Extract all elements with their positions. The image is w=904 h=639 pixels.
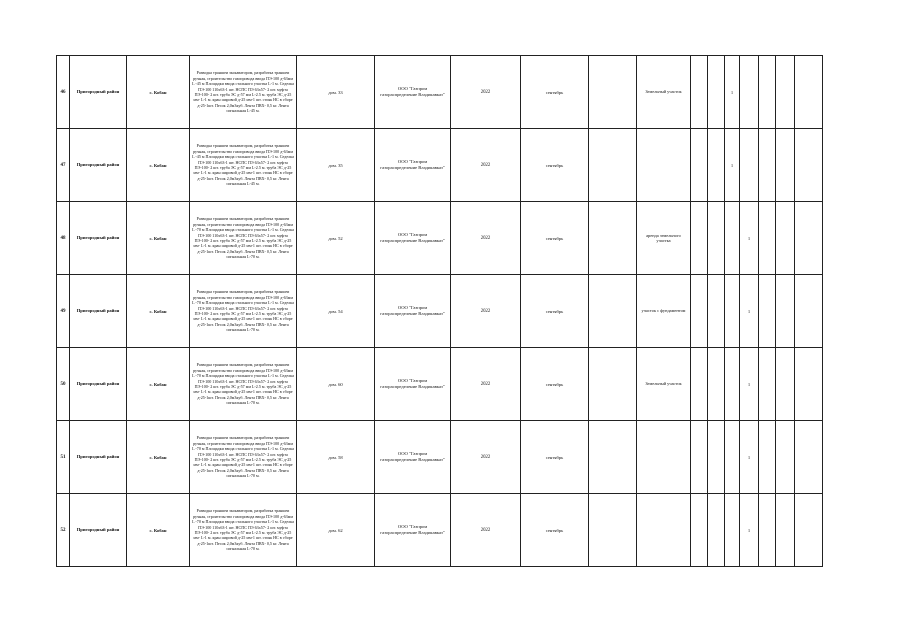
house-number-cell: дом. 35 xyxy=(297,129,375,202)
empty-cell xyxy=(759,275,776,348)
month-cell: сентябрь xyxy=(521,275,589,348)
empty-cell xyxy=(795,56,823,129)
empty-cell xyxy=(795,129,823,202)
house-number-cell: дом. 58 xyxy=(297,421,375,494)
organization-cell: ООО "Газпром газораспределение Владикавказ" xyxy=(375,56,451,129)
empty-cell xyxy=(776,275,795,348)
empty-cell xyxy=(691,494,708,567)
house-number-cell: дом. 52 xyxy=(297,202,375,275)
month-cell: сентябрь xyxy=(521,348,589,421)
empty-cell xyxy=(708,56,725,129)
row-number: 49 xyxy=(57,275,70,348)
month-cell: сентябрь xyxy=(521,494,589,567)
district-cell: Пригородный район xyxy=(70,129,127,202)
district-cell: Пригородный район xyxy=(70,494,127,567)
empty-cell xyxy=(691,202,708,275)
year-cell: 2022 xyxy=(451,348,521,421)
empty-cell xyxy=(589,421,637,494)
empty-cell xyxy=(691,56,708,129)
count-cell-b: 1 xyxy=(740,275,759,348)
work-description-cell: Разводка траншеи экскаватором, разработка траншеи ручная, строительство газопровода ввода ПЭ-100 д-63мм L -70 м Площадки ввода стального участка L-1 м. Седелка ПЭ-100 110х63-1 шт. НСПС ПЭ 63х57- 2 шт. муфта ПЭ-100- 2 шт. труба ЭС д-57 мм L-2.5 м. труба ЭС д-25 мм- L-1 м. кран шаровой д-25 мм-1 шт. стояк НС в сборе д-25-1шт. Песок 2,0м3куб. Лента ПВХ- 0,5 кг. Лента сигнальная L-70 м. xyxy=(190,202,297,275)
count-cell-a xyxy=(725,202,740,275)
row-number: 52 xyxy=(57,494,70,567)
house-number-cell: дом. 62 xyxy=(297,494,375,567)
note-cell: Земельный участок xyxy=(637,348,691,421)
work-description-cell: Разводка траншеи экскаватором, разработка траншеи ручная, строительство газопровода ввода ПЭ-100 д-63мм L -70 м Площадки ввода стального участка L-1 м. Седелка ПЭ-100 110х63-1 шт. НСПС ПЭ 63х57- 2 шт. муфта ПЭ-100- 2 шт. труба ЭС д-57 мм L-2.5 м. труба ЭС д-25 мм- L-1 м. кран шаровой д-25 мм-1 шт. стояк НС в сборе д-25-1шт. Песок 2,0м3куб. Лента ПВХ- 0,5 кг. Лента сигнальная L-70 м. xyxy=(190,494,297,567)
district-cell: Пригородный район xyxy=(70,421,127,494)
note-cell: участок с фундаментом xyxy=(637,275,691,348)
count-cell-b xyxy=(740,56,759,129)
village-cell: с. Кобан xyxy=(127,129,190,202)
empty-cell xyxy=(776,421,795,494)
count-cell-a xyxy=(725,494,740,567)
document-sheet xyxy=(56,55,823,567)
work-description-cell: Разводка траншеи экскаватором, разработка траншеи ручная, строительство газопровода ввода ПЭ-100 д-63мм L -70 м Площадки ввода стального участка L-1 м. Седелка ПЭ-100 110х63-1 шт. НСПС ПЭ 63х57- 2 шт. муфта ПЭ-100- 2 шт. труба ЭС д-57 мм L-2.5 м. труба ЭС д-25 мм- L-1 м. кран шаровой д-25 мм-1 шт. стояк НС в сборе д-25-1шт. Песок 2,0м3куб. Лента ПВХ- 0,5 кг. Лента сигнальная L-70 м. xyxy=(190,421,297,494)
count-cell-b xyxy=(740,129,759,202)
row-number: 48 xyxy=(57,202,70,275)
work-description-cell: Разводка траншеи экскаватором, разработка траншеи ручная, строительство газопровода ввода ПЭ-100 д-63мм L -45 м Площадки ввода стального участка L-1 м. Седелка ПЭ-100 110х63-1 шт. НСПС ПЭ 63х57- 2 шт. муфта ПЭ-100- 2 шт. труба ЭС д-57 мм L-2.5 м. труба ЭС д-25 мм- L-1 м. кран шаровой д-25 мм-1 шт. стояк НС в сборе д-25-1шт. Песок 2,0м3куб. Лента ПВХ- 0,5 кг. Лента сигнальная L-45 м. xyxy=(190,56,297,129)
count-cell-b: 1 xyxy=(740,421,759,494)
count-cell-a xyxy=(725,348,740,421)
district-cell: Пригородный район xyxy=(70,275,127,348)
count-cell-b: 1 xyxy=(740,494,759,567)
year-cell: 2022 xyxy=(451,494,521,567)
work-description-cell: Разводка траншеи экскаватором, разработка траншеи ручная, строительство газопровода ввода ПЭ-100 д-63мм L -70 м Площадки ввода стального участка L-1 м. Седелка ПЭ-100 110х63-1 шт. НСПС ПЭ 63х57- 2 шт. муфта ПЭ-100- 2 шт. труба ЭС д-57 мм L-2.5 м. труба ЭС д-25 мм- L-1 м. кран шаровой д-25 мм-1 шт. стояк НС в сборе д-25-1шт. Песок 2,0м3куб. Лента ПВХ- 0,5 кг. Лента сигнальная L-70 м. xyxy=(190,275,297,348)
house-number-cell: дом. 33 xyxy=(297,56,375,129)
empty-cell xyxy=(795,421,823,494)
empty-cell xyxy=(776,56,795,129)
organization-cell: ООО "Газпром газораспределение Владикавказ" xyxy=(375,129,451,202)
month-cell: сентябрь xyxy=(521,421,589,494)
count-cell-b: 1 xyxy=(740,202,759,275)
empty-cell xyxy=(691,348,708,421)
empty-cell xyxy=(759,129,776,202)
note-cell: аренда земельного участка xyxy=(637,202,691,275)
house-number-cell: дом. 60 xyxy=(297,348,375,421)
empty-cell xyxy=(795,348,823,421)
empty-cell xyxy=(691,421,708,494)
empty-cell xyxy=(795,202,823,275)
month-cell: сентябрь xyxy=(521,202,589,275)
empty-cell xyxy=(776,348,795,421)
month-cell: сентябрь xyxy=(521,56,589,129)
table-row xyxy=(57,56,823,129)
year-cell: 2022 xyxy=(451,275,521,348)
empty-cell xyxy=(795,275,823,348)
district-cell: Пригородный район xyxy=(70,348,127,421)
year-cell: 2022 xyxy=(451,421,521,494)
empty-cell xyxy=(759,56,776,129)
note-cell xyxy=(637,129,691,202)
district-cell: Пригородный район xyxy=(70,56,127,129)
count-cell-a xyxy=(725,421,740,494)
count-cell-a: 1 xyxy=(725,129,740,202)
table-row xyxy=(57,494,823,567)
count-cell-a xyxy=(725,275,740,348)
empty-cell xyxy=(776,494,795,567)
table-row xyxy=(57,421,823,494)
empty-cell xyxy=(691,275,708,348)
village-cell: с. Кобан xyxy=(127,348,190,421)
note-cell xyxy=(637,421,691,494)
empty-cell xyxy=(589,202,637,275)
work-description-cell: Разводка траншеи экскаватором, разработка траншеи ручная, строительство газопровода ввода ПЭ-100 д-63мм L -70 м Площадки ввода стального участка L-1 м. Седелка ПЭ-100 110х63-1 шт. НСПС ПЭ 63х57- 2 шт. муфта ПЭ-100- 2 шт. труба ЭС д-57 мм L-2.5 м. труба ЭС д-25 мм- L-1 м. кран шаровой д-25 мм-1 шт. стояк НС в сборе д-25-1шт. Песок 2,0м3куб. Лента ПВХ- 0,5 кг. Лента сигнальная L-70 м. xyxy=(190,348,297,421)
row-number: 50 xyxy=(57,348,70,421)
row-number: 51 xyxy=(57,421,70,494)
empty-cell xyxy=(589,275,637,348)
district-cell: Пригородный район xyxy=(70,202,127,275)
year-cell: 2022 xyxy=(451,202,521,275)
empty-cell xyxy=(795,494,823,567)
work-description-cell: Разводка траншеи экскаватором, разработка траншеи ручная, строительство газопровода ввода ПЭ-100 д-63мм L -45 м Площадки ввода стального участка L-1 м. Седелка ПЭ-100 110х63-1 шт. НСПС ПЭ 63х57- 2 шт. муфта ПЭ-100- 2 шт. труба ЭС д-57 мм L-2.5 м. труба ЭС д-25 мм- L-1 м. кран шаровой д-25 мм-1 шт. стояк НС в сборе д-25-1шт. Песок 2,0м3куб. Лента ПВХ- 0,5 кг. Лента сигнальная L-45 м. xyxy=(190,129,297,202)
house-number-cell: дом. 54 xyxy=(297,275,375,348)
organization-cell: ООО "Газпром газораспределение Владикавказ" xyxy=(375,348,451,421)
empty-cell xyxy=(589,56,637,129)
empty-cell xyxy=(708,275,725,348)
empty-cell xyxy=(759,202,776,275)
empty-cell xyxy=(589,494,637,567)
note-cell: Земельный участок xyxy=(637,56,691,129)
row-number: 46 xyxy=(57,56,70,129)
empty-cell xyxy=(759,494,776,567)
year-cell: 2022 xyxy=(451,129,521,202)
empty-cell xyxy=(759,421,776,494)
empty-cell xyxy=(708,202,725,275)
note-cell xyxy=(637,494,691,567)
table-row xyxy=(57,275,823,348)
empty-cell xyxy=(708,494,725,567)
village-cell: с. Кобан xyxy=(127,56,190,129)
table-row xyxy=(57,348,823,421)
count-cell-b: 1 xyxy=(740,348,759,421)
village-cell: с. Кобан xyxy=(127,494,190,567)
empty-cell xyxy=(759,348,776,421)
empty-cell xyxy=(708,129,725,202)
organization-cell: ООО "Газпром газораспределение Владикавказ" xyxy=(375,275,451,348)
village-cell: с. Кобан xyxy=(127,421,190,494)
count-cell-a: 1 xyxy=(725,56,740,129)
empty-cell xyxy=(708,348,725,421)
empty-cell xyxy=(708,421,725,494)
empty-cell xyxy=(691,129,708,202)
year-cell: 2022 xyxy=(451,56,521,129)
village-cell: с. Кобан xyxy=(127,275,190,348)
table-body xyxy=(57,56,823,567)
organization-cell: ООО "Газпром газораспределение Владикавказ" xyxy=(375,421,451,494)
table-row xyxy=(57,129,823,202)
empty-cell xyxy=(776,202,795,275)
table-row xyxy=(57,202,823,275)
empty-cell xyxy=(589,348,637,421)
organization-cell: ООО "Газпром газораспределение Владикавказ" xyxy=(375,494,451,567)
gasification-table xyxy=(56,55,823,567)
row-number: 47 xyxy=(57,129,70,202)
empty-cell xyxy=(776,129,795,202)
village-cell: с. Кобан xyxy=(127,202,190,275)
empty-cell xyxy=(589,129,637,202)
month-cell: сентябрь xyxy=(521,129,589,202)
organization-cell: ООО "Газпром газораспределение Владикавказ" xyxy=(375,202,451,275)
